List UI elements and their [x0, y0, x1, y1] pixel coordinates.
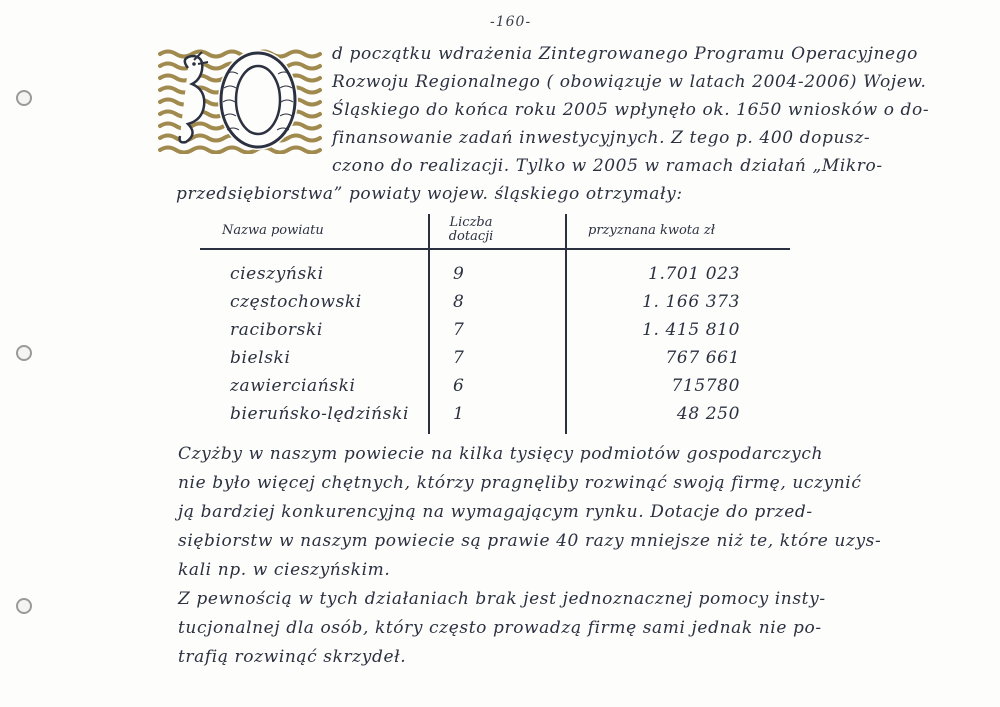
table-cell-count: 7 — [453, 320, 465, 340]
table-cell-name: cieszyński — [230, 264, 324, 284]
table-cell-amount: 767 661 — [665, 348, 740, 368]
table-rule — [200, 248, 790, 250]
text-line: Śląskiego do końca roku 2005 wpłynęło ok. 1650 wniosków o do- — [332, 100, 930, 120]
table-rule — [565, 214, 567, 434]
column-header-count — [438, 216, 504, 244]
table-cell-count: 7 — [453, 348, 465, 368]
table-cell-name: bieruńsko-lędziński — [230, 404, 409, 424]
text-line: siębiorstw w naszym powiecie są prawie 40 razy mniejsze niż te, które uzys- — [178, 531, 882, 551]
table-cell-name: bielski — [230, 348, 291, 368]
illuminated-letter-o-with-seahorse-icon — [158, 44, 328, 154]
column-header-name: Nazwa powiatu — [222, 223, 324, 238]
table-cell-amount: 48 250 — [676, 404, 740, 424]
table-cell-count: 9 — [453, 264, 465, 284]
table-cell-amount: 1.701 023 — [648, 264, 740, 284]
punch-hole-icon — [16, 345, 32, 361]
text-line: kali np. w cieszyńskim. — [178, 560, 391, 580]
column-header-count-line: Liczba — [449, 215, 493, 230]
text-line: Rozwoju Regionalnego ( obowiązuje w latach 2004-2006) Wojew. — [332, 72, 927, 92]
text-line: ją bardziej konkurencyjną na wymagającym rynku. Dotacje do przed- — [178, 502, 813, 522]
text-line: przedsiębiorstwa” powiaty wojew. śląskiego otrzymały: — [176, 184, 683, 204]
column-header-count-line: dotacji — [448, 229, 494, 244]
text-line: finansowanie zadań inwestycyjnych. Z tego p. 400 dopusz- — [332, 128, 871, 148]
text-line: d początku wdrażenia Zintegrowanego Programu Operacyjnego — [332, 44, 918, 64]
page-number: -160- — [490, 14, 532, 30]
text-line: tucjonalnej dla osób, który często prowadzą firmę sami jednak nie po- — [178, 618, 822, 638]
table-cell-name: częstochowski — [230, 292, 362, 312]
table-cell-name: raciborski — [230, 320, 323, 340]
table-cell-amount: 1. 166 373 — [642, 292, 740, 312]
table-cell-count: 1 — [453, 404, 465, 424]
text-line: Czyżby w naszym powiecie na kilka tysięcy podmiotów gospodarczych — [178, 444, 824, 464]
table-rule — [428, 214, 430, 434]
text-line: trafią rozwinąć skrzydeł. — [178, 647, 407, 667]
table-cell-amount: 715780 — [671, 376, 740, 396]
table-cell-count: 6 — [453, 376, 465, 396]
table-cell-count: 8 — [453, 292, 465, 312]
text-line: nie było więcej chętnych, którzy pragnęliby rozwinąć swoją firmę, uczynić — [178, 473, 862, 493]
subsidy-table — [200, 212, 800, 437]
table-cell-name: zawierciański — [230, 376, 356, 396]
punch-hole-icon — [16, 90, 32, 106]
text-line: Z pewnością w tych działaniach brak jest jednoznacznej pomocy insty- — [178, 589, 826, 609]
column-header-amount: przyznana kwota zł — [588, 223, 715, 238]
table-cell-amount: 1. 415 810 — [642, 320, 740, 340]
punch-hole-icon — [16, 598, 32, 614]
text-line: czono do realizacji. Tylko w 2005 w ramach działań „Mikro- — [332, 156, 883, 176]
